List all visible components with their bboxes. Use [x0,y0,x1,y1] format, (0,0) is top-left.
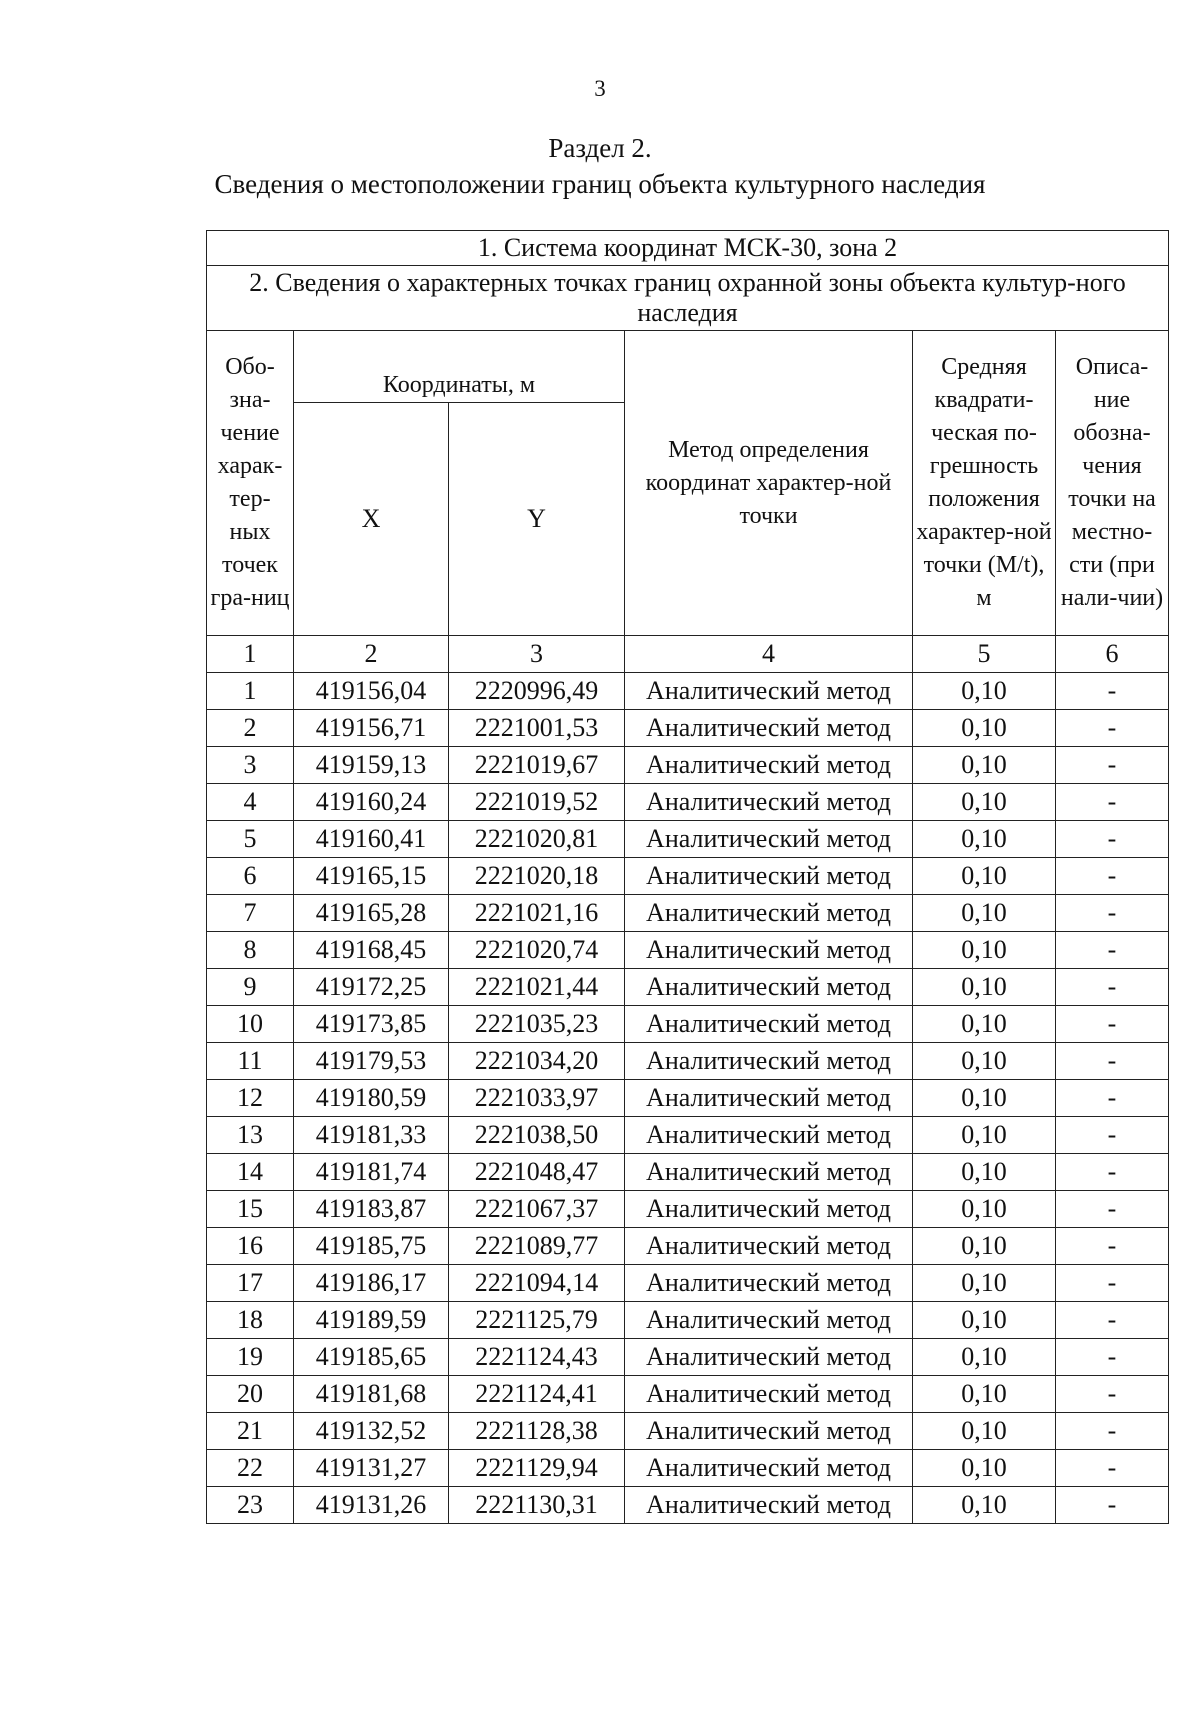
section-heading [0,130,1200,202]
description-cell: - [1056,1376,1169,1413]
coord-system-cell: 1. Система координат МСК-30, зона 2 [207,231,1169,266]
x-coordinate-cell: 419180,59 [294,1080,449,1117]
description-cell: - [1056,1413,1169,1450]
x-coordinate-cell: 419172,25 [294,969,449,1006]
y-coordinate-cell: 2221035,23 [449,1006,625,1043]
method-cell: Аналитический метод [625,1080,913,1117]
point-number-cell: 23 [207,1487,294,1524]
section-title: Раздел 2. [548,133,652,163]
method-cell: Аналитический метод [625,1376,913,1413]
description-cell: - [1056,1228,1169,1265]
error-cell: 0,10 [913,1191,1056,1228]
y-coordinate-cell: 2221020,18 [449,858,625,895]
description-cell: - [1056,1117,1169,1154]
table-row [207,1191,1169,1228]
method-cell: Аналитический метод [625,1006,913,1043]
method-cell: Аналитический метод [625,821,913,858]
point-number-cell: 6 [207,858,294,895]
method-cell: Аналитический метод [625,858,913,895]
x-coordinate-cell: 419185,75 [294,1228,449,1265]
section-subtitle: Сведения о местоположении границ объекта культурного наследия [214,169,986,199]
description-cell: - [1056,747,1169,784]
column-number: 5 [913,636,1056,673]
description-cell: - [1056,1265,1169,1302]
y-header: Y [449,403,625,636]
table-row [207,673,1169,710]
method-cell: Аналитический метод [625,1302,913,1339]
point-number-cell: 20 [207,1376,294,1413]
y-coordinate-cell: 2221124,41 [449,1376,625,1413]
designation-header: Обо-зна-чение харак-тер-ных точек гра-ниц [207,331,294,636]
method-cell: Аналитический метод [625,895,913,932]
point-number-cell: 8 [207,932,294,969]
point-number-cell: 18 [207,1302,294,1339]
y-coordinate-cell: 2221048,47 [449,1154,625,1191]
point-number-cell: 9 [207,969,294,1006]
method-cell: Аналитический метод [625,1339,913,1376]
method-header: Метод определения координат характер-ной точки [625,331,913,636]
y-coordinate-cell: 2221038,50 [449,1117,625,1154]
description-cell: - [1056,673,1169,710]
error-cell: 0,10 [913,1376,1056,1413]
error-cell: 0,10 [913,858,1056,895]
y-coordinate-cell: 2221130,31 [449,1487,625,1524]
error-cell: 0,10 [913,932,1056,969]
error-cell: 0,10 [913,1154,1056,1191]
table-row [207,710,1169,747]
x-coordinate-cell: 419159,13 [294,747,449,784]
point-number-cell: 10 [207,1006,294,1043]
description-cell: - [1056,1043,1169,1080]
y-coordinate-cell: 2221021,44 [449,969,625,1006]
y-coordinate-cell: 2221128,38 [449,1413,625,1450]
method-cell: Аналитический метод [625,1228,913,1265]
method-cell: Аналитический метод [625,1191,913,1228]
table-row [207,1450,1169,1487]
x-coordinate-cell: 419156,04 [294,673,449,710]
x-coordinate-cell: 419183,87 [294,1191,449,1228]
method-cell: Аналитический метод [625,710,913,747]
point-number-cell: 16 [207,1228,294,1265]
table-row [207,1117,1169,1154]
point-number-cell: 5 [207,821,294,858]
method-cell: Аналитический метод [625,1487,913,1524]
table-row [207,895,1169,932]
table-row [207,1228,1169,1265]
x-coordinate-cell: 419168,45 [294,932,449,969]
x-coordinate-cell: 419173,85 [294,1006,449,1043]
point-number-cell: 17 [207,1265,294,1302]
point-number-cell: 11 [207,1043,294,1080]
x-coordinate-cell: 419165,15 [294,858,449,895]
column-number: 6 [1056,636,1169,673]
y-coordinate-cell: 2220996,49 [449,673,625,710]
description-cell: - [1056,710,1169,747]
point-number-cell: 22 [207,1450,294,1487]
x-coordinate-cell: 419181,68 [294,1376,449,1413]
table-row [207,969,1169,1006]
error-cell: 0,10 [913,1413,1056,1450]
description-cell: - [1056,1487,1169,1524]
method-cell: Аналитический метод [625,1154,913,1191]
x-coordinate-cell: 419181,74 [294,1154,449,1191]
description-cell: - [1056,895,1169,932]
table-row [207,1154,1169,1191]
error-cell: 0,10 [913,1487,1056,1524]
description-cell: - [1056,932,1169,969]
y-coordinate-cell: 2221124,43 [449,1339,625,1376]
y-coordinate-cell: 2221129,94 [449,1450,625,1487]
coord-system-row [207,231,1169,266]
description-header: Описа-ние обозна-чения точки на местно-сти (при нали-чии) [1056,331,1169,636]
table-row [207,1339,1169,1376]
error-cell: 0,10 [913,1265,1056,1302]
points-caption-cell: 2. Сведения о характерных точках границ охранной зоны объекта культур-ного наследия [207,266,1169,331]
error-cell: 0,10 [913,784,1056,821]
error-cell: 0,10 [913,1339,1056,1376]
error-cell: 0,10 [913,1080,1056,1117]
description-cell: - [1056,821,1169,858]
point-number-cell: 13 [207,1117,294,1154]
point-number-cell: 4 [207,784,294,821]
description-cell: - [1056,969,1169,1006]
table-row [207,1265,1169,1302]
table-row [207,1006,1169,1043]
column-number: 4 [625,636,913,673]
page-number: 3 [594,76,606,101]
x-header: X [294,403,449,636]
description-cell: - [1056,1450,1169,1487]
point-number-cell: 21 [207,1413,294,1450]
point-number-cell: 19 [207,1339,294,1376]
error-cell: 0,10 [913,1450,1056,1487]
method-cell: Аналитический метод [625,1117,913,1154]
error-cell: 0,10 [913,1302,1056,1339]
table-row [207,1487,1169,1524]
x-coordinate-cell: 419131,26 [294,1487,449,1524]
y-coordinate-cell: 2221001,53 [449,710,625,747]
method-cell: Аналитический метод [625,1450,913,1487]
x-coordinate-cell: 419181,33 [294,1117,449,1154]
table-row [207,1043,1169,1080]
table-row [207,1080,1169,1117]
table-row [207,932,1169,969]
coordinates-table [206,230,1169,1524]
error-header: Средняя квадрати-ческая по-грешность положения характер-ной точки (M/t), м [913,331,1056,636]
table-row [207,1302,1169,1339]
point-number-cell: 1 [207,673,294,710]
y-coordinate-cell: 2221021,16 [449,895,625,932]
x-coordinate-cell: 419165,28 [294,895,449,932]
description-cell: - [1056,1080,1169,1117]
y-coordinate-cell: 2221019,67 [449,747,625,784]
error-cell: 0,10 [913,821,1056,858]
description-cell: - [1056,1302,1169,1339]
table-row [207,784,1169,821]
error-cell: 0,10 [913,1228,1056,1265]
column-number-row [207,636,1169,673]
description-cell: - [1056,1006,1169,1043]
y-coordinate-cell: 2221089,77 [449,1228,625,1265]
error-cell: 0,10 [913,747,1056,784]
x-coordinate-cell: 419185,65 [294,1339,449,1376]
point-number-cell: 12 [207,1080,294,1117]
x-coordinate-cell: 419179,53 [294,1043,449,1080]
error-cell: 0,10 [913,1043,1056,1080]
error-cell: 0,10 [913,895,1056,932]
column-number: 1 [207,636,294,673]
column-number: 3 [449,636,625,673]
x-coordinate-cell: 419160,24 [294,784,449,821]
point-number-cell: 3 [207,747,294,784]
method-cell: Аналитический метод [625,1413,913,1450]
x-coordinate-cell: 419131,27 [294,1450,449,1487]
y-coordinate-cell: 2221034,20 [449,1043,625,1080]
description-cell: - [1056,1154,1169,1191]
error-cell: 0,10 [913,673,1056,710]
table-row [207,747,1169,784]
y-coordinate-cell: 2221020,74 [449,932,625,969]
error-cell: 0,10 [913,969,1056,1006]
point-number-cell: 7 [207,895,294,932]
description-cell: - [1056,784,1169,821]
method-cell: Аналитический метод [625,747,913,784]
description-cell: - [1056,1191,1169,1228]
method-cell: Аналитический метод [625,969,913,1006]
table-row [207,1413,1169,1450]
point-number-cell: 15 [207,1191,294,1228]
x-coordinate-cell: 419132,52 [294,1413,449,1450]
description-cell: - [1056,1339,1169,1376]
point-number-cell: 14 [207,1154,294,1191]
y-coordinate-cell: 2221067,37 [449,1191,625,1228]
x-coordinate-cell: 419156,71 [294,710,449,747]
x-coordinate-cell: 419160,41 [294,821,449,858]
method-cell: Аналитический метод [625,673,913,710]
y-coordinate-cell: 2221019,52 [449,784,625,821]
method-cell: Аналитический метод [625,1265,913,1302]
method-cell: Аналитический метод [625,1043,913,1080]
method-cell: Аналитический метод [625,784,913,821]
coordinates-header: Координаты, м [294,331,625,403]
point-number-cell: 2 [207,710,294,747]
table-row [207,1376,1169,1413]
column-header-row [207,331,1169,403]
description-cell: - [1056,858,1169,895]
method-cell: Аналитический метод [625,932,913,969]
points-caption-row [207,266,1169,331]
error-cell: 0,10 [913,1006,1056,1043]
x-coordinate-cell: 419189,59 [294,1302,449,1339]
table-row [207,821,1169,858]
error-cell: 0,10 [913,1117,1056,1154]
error-cell: 0,10 [913,710,1056,747]
column-number: 2 [294,636,449,673]
y-coordinate-cell: 2221125,79 [449,1302,625,1339]
y-coordinate-cell: 2221033,97 [449,1080,625,1117]
y-coordinate-cell: 2221020,81 [449,821,625,858]
y-coordinate-cell: 2221094,14 [449,1265,625,1302]
x-coordinate-cell: 419186,17 [294,1265,449,1302]
table-row [207,858,1169,895]
